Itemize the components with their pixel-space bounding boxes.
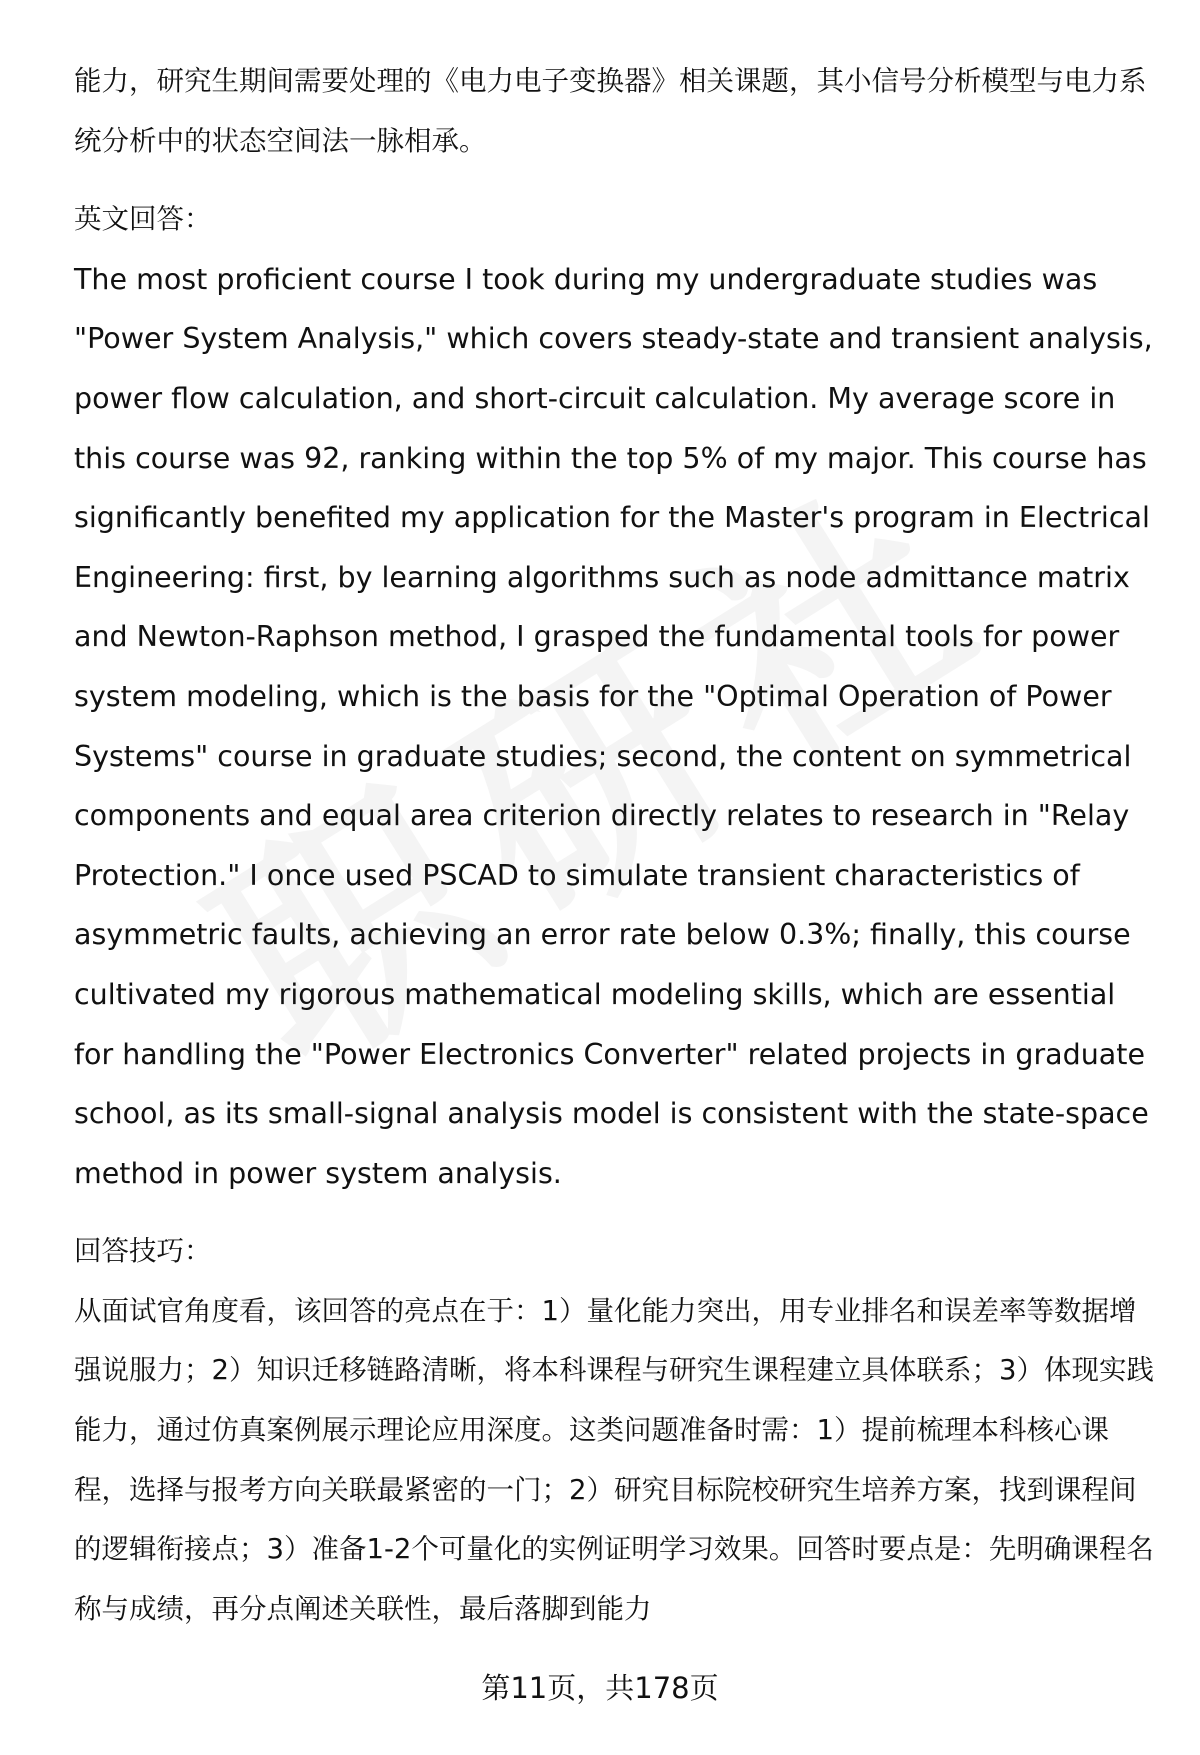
intro-paragraph: 能力，研究生期间需要处理的《电力电子变换器》相关课题，其小信号分析模型与电力系统分析中的状态空间法一脉相承。 [74, 65, 1147, 157]
answer-tips-label: 回答技巧： [74, 1235, 212, 1268]
answer-tips-text: 从面试官角度看，该回答的亮点在于：1）量化能力突出，用专业排名和误差率等数据增强说服力；2）知识迁移链路清晰，将本科课程与研究生课程建立具体联系；3）体现实践能力，通过仿真案例展示理论应用深度。这类问题准备时需：1）提前梳理本科核心课程，选择与报考方向关联最紧密的一门；2）研究目标院校研究生培养方案，找到课程间的逻辑衔接点；3）准备1-2个可量化的实例证明学习效果。回答时要点是：先明确课程名称与成绩，再分点阐述关联性，最后落脚到能力 [74, 1294, 1154, 1625]
page-content [74, 52, 1154, 1639]
page-number-footer: 第11页，共178页 [481, 1671, 719, 1705]
english-answer-text: The most proficient course I took during my undergraduate studies was "Power System Analysis," which covers steady-state and transient analysis, power flow calculation, and short-circuit calculation. My average score in this course was 92, ranking within the top 5% of my major. This course has significantly benefited my application for the Master's program in Electrical Engineering: first, by learning algorithms such as node admittance matrix and Newton-Raphson method, I grasped the fundamental tools for power system modeling, which is the basis for the "Optimal Operation of Power Systems" course in graduate studies; second, the content on symmetrical components and equal area criterion directly relates to research in "Relay Protection." I once used PSCAD to simulate transient characteristics of asymmetric faults, achieving an error rate below 0.3%; finally, this course cultivated my rigorous mathematical modeling skills, which are essential for handling the "Power Electronics Converter" related projects in graduate school, as its small-signal analysis model is consistent with the state-space method in power system analysis. [74, 262, 1153, 1190]
english-answer-label: 英文回答： [74, 203, 212, 236]
